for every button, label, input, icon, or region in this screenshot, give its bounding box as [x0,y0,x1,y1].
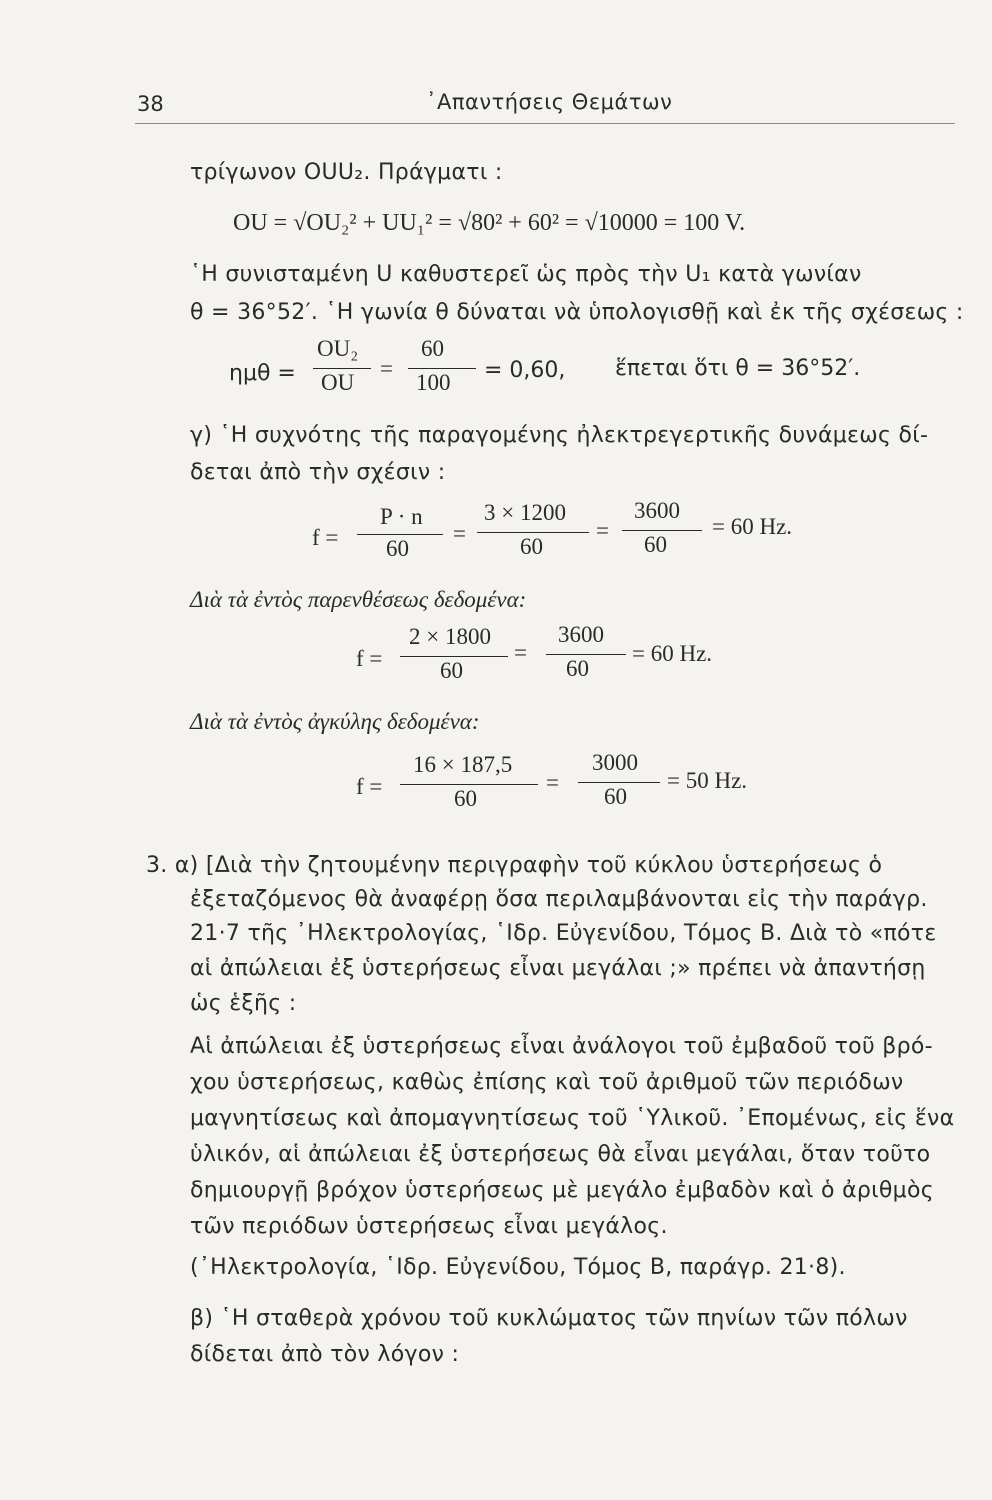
text-line: δεται ἀπὸ τὴν σχέσιν : [190,460,446,485]
text-line: 21·7 τῆς ᾿Ηλεκτρολογίας, ῾Ιδρ. Εὐγενίδου, Τόμος Β. Διὰ τὸ «πότε [190,921,937,946]
text-line: 3. α) [Διὰ τὴν ζητουμένην περιγραφὴν τοῦ κύκλου ὑστερήσεως ὁ [146,853,883,878]
eq-rhs: = 100 V. [657,210,746,236]
text-line: ῾Η συνισταμένη U καθυστερεῖ ὡς πρὸς τὴν U₁ κατὰ γωνίαν [190,262,862,287]
eq-sign: = [514,640,527,665]
eq-rhs: = 50 Hz. [667,768,748,793]
eq-lhs: OU = [233,210,294,236]
eq-lhs: f = [356,774,383,799]
fraction-denominator: 60 [386,536,409,561]
radicand: 80² + 60² [471,210,560,236]
section-label: Διὰ τὰ ἐντὸς ἀγκύλης δεδομένα: [190,709,480,734]
sqrt-icon: √ [293,210,307,236]
running-title: ᾿Απαντήσεις Θεμάτων [426,90,673,114]
text-line: θ = 36°52′. ῾Η γωνία θ δύναται νὰ ὑπολογισθῇ καὶ ἐκ τῆς σχέσεως : [190,300,964,325]
section-label: Διὰ τὰ ἐντὸς παρενθέσεως δεδομένα: [190,587,527,612]
fraction-numerator: 3600 [634,498,680,523]
fraction-denominator: 100 [416,370,451,395]
fraction-denominator: 60 [566,656,589,681]
eq-sign: = [432,210,458,236]
eq-lhs: f = [312,525,339,550]
fraction-numerator: 2 × 1800 [409,624,491,649]
fraction-denominator: 60 [454,786,477,811]
fraction-denominator: OU [321,370,355,395]
text-line: τρίγωνον OUU₂. Πράγματι : [190,160,503,185]
eq-rhs: = 60 Hz. [632,641,713,666]
eq-lhs: ημθ = [229,361,296,386]
eq-rhs: = 60 Hz. [712,514,793,539]
text-line: γ) ῾Η συχνότης τῆς παραγομένης ἠλεκτρεγερτικῆς δυνάμεως δί- [190,423,929,448]
fraction-numerator: 3000 [592,750,638,775]
fraction-numerator: 3600 [558,622,604,647]
eq-tail: ἕπεται ὅτι θ = 36°52′. [615,356,861,381]
text-line: αἱ ἀπώλειαι ἐξ ὑστερήσεως εἶναι μεγάλαι ;» πρέπει νὰ ἀπαντήσῃ [190,956,926,981]
reference-line: (᾿Ηλεκτρολογία, ῾Ιδρ. Εὐγενίδου, Τόμος Β, παράγρ. 21·8). [190,1255,846,1280]
text-line: ὑλικόν, αἱ ἀπώλειαι ἐξ ὑστερήσεως θὰ εἶναι μεγάλαι, ὅταν τοῦτο [190,1142,931,1167]
sqrt-icon: √ [457,210,472,236]
eq-lhs: f = [356,646,383,671]
fraction-denominator: 60 [520,534,543,559]
text-line: ἐξεταζόμενος θὰ ἀναφέρῃ ὅσα περιλαμβάνονται εἰς τὴν παράγρ. [190,887,928,912]
text-line: δημιουργῇ βρόχον ὑστερήσεως μὲ μεγάλο ἐμβαδὸν καὶ ὁ ἀριθμὸς [190,1178,934,1203]
equation-ou [233,210,745,237]
text-line: ὡς ἑξῆς : [190,991,297,1016]
eq-sign: = [546,770,559,795]
fraction-numerator: 16 × 187,5 [413,752,513,777]
fraction-denominator: 60 [644,532,667,557]
header-divider [135,123,955,124]
eq-result: = 0,60, [484,358,566,383]
text-line: δίδεται ἀπὸ τὸν λόγον : [190,1342,460,1367]
sqrt-icon: √ [584,210,598,236]
text-line: τῶν περιόδων ὑστερήσεως εἶναι μεγάλος. [190,1214,668,1239]
fraction-numerator: P · n [380,504,423,529]
page-number: 38 [137,92,164,116]
radicand: OU₂² + UU₁² [306,210,433,236]
radicand: 10000 [597,210,658,236]
eq-sign: = [559,210,585,236]
text-line: β) ῾Η σταθερὰ χρόνου τοῦ κυκλώματος τῶν πηνίων τῶν πόλων [190,1306,908,1331]
eq-sign: = [596,518,609,543]
eq-sign: = [453,521,466,546]
eq-sign: = [380,356,393,381]
fraction-numerator: 60 [421,336,444,361]
text-line: Αἱ ἀπώλειαι ἐξ ὑστερήσεως εἶναι ἀνάλογοι τοῦ ἐμβαδοῦ τοῦ βρό- [190,1034,933,1059]
text-line: μαγνητίσεως καὶ ἀπομαγνητίσεως τοῦ ῾Υλικοῦ. ᾿Επομένως, εἰς ἕνα [190,1106,955,1131]
fraction-numerator: 3 × 1200 [484,500,566,525]
fraction-denominator: 60 [440,658,463,683]
fraction-numerator: OU₂ [317,336,359,361]
fraction-denominator: 60 [604,784,627,809]
text-line: χου ὑστερήσεως, καθὼς ἐπίσης καὶ τοῦ ἀριθμοῦ τῶν περιόδων [190,1070,904,1095]
